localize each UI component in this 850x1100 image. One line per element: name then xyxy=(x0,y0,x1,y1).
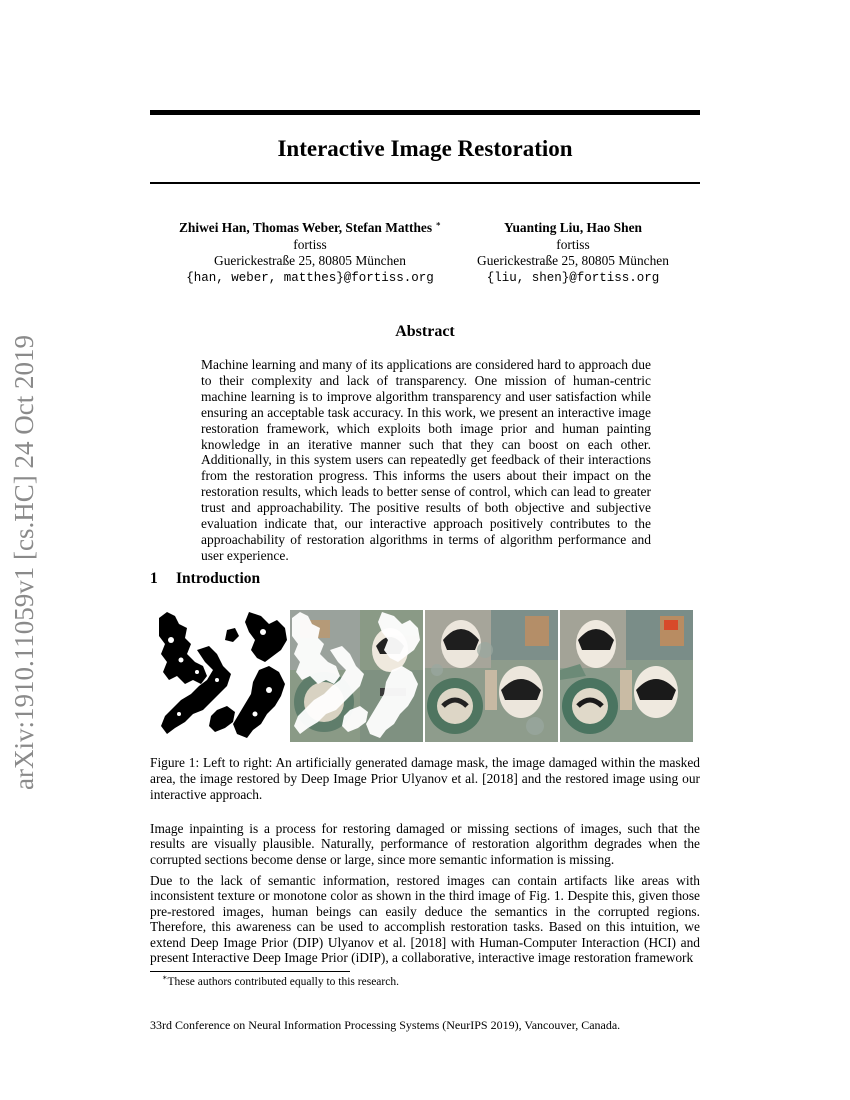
figure-panel-dip xyxy=(425,610,558,742)
author-affiliation: fortiss xyxy=(293,236,327,252)
author-address: Guerickestraße 25, 80805 München xyxy=(477,253,669,268)
damage-mask-image xyxy=(157,610,290,742)
arxiv-identifier-stamp: arXiv:1910.11059v1 [cs.HC] 24 Oct 2019 xyxy=(9,335,39,790)
interactive-restored-image xyxy=(560,610,693,742)
footnote-mark: ∗ xyxy=(162,973,168,983)
equal-contribution-mark: ∗ xyxy=(435,219,441,229)
title-top-rule xyxy=(150,110,700,115)
author-names: Yuanting Liu, Hao Shen xyxy=(504,220,642,235)
author-block-1 xyxy=(160,220,460,286)
author-email[interactable]: {han, weber, matthes}@fortiss.org xyxy=(186,270,434,285)
section-title: Introduction xyxy=(176,570,261,587)
conference-notice: 33rd Conference on Neural Information Processing Systems (NeurIPS 2019), Vancouver, Canada. xyxy=(150,1018,621,1032)
title-bottom-rule xyxy=(150,182,700,184)
dip-restored-image xyxy=(425,610,558,742)
abstract-heading: Abstract xyxy=(395,323,455,340)
footnote-rule xyxy=(150,971,350,972)
section-heading xyxy=(150,570,260,588)
figure-panel-interactive xyxy=(560,610,693,742)
figure-caption: Figure 1: Left to right: An artificially generated damage mask, the image damaged within the masked area, the image restored by Deep Image Prior Ulyanov et al. [2018] and the restored image using our interactive approach. xyxy=(150,755,700,802)
footnote-text: These authors contributed equally to this research. xyxy=(167,976,399,988)
author-names: Zhiwei Han, Thomas Weber, Stefan Matthes ∗ xyxy=(179,219,441,235)
figure-panel-damaged xyxy=(290,610,423,742)
paper-title: Interactive Image Restoration xyxy=(277,136,573,161)
abstract-text: Machine learning and many of its applications are considered hard to approach due to their complexity and lack of transparency. One mission of human-centric machine learning is to improve algorithm transparency and user satisfaction while ensuring an acceptable task accuracy. In this work, we present an interactive image restoration framework, which exploits both image prior and human painting knowledge in an iterative manner such that they can boost on each other. Additionally, in this system users can repeatedly get feedback of their interactions from the restoration progress. This informs the users about their impact on the restoration results, which leads to better sense of control, which can lead to greater trust and approachability. The positive results of both objective and subjective evaluation indicate that, our interactive approach positively contributes to the approachability of restoration algorithms in terms of algorithm performance and user experience. xyxy=(201,357,651,563)
author-affiliation: fortiss xyxy=(556,236,590,252)
body-paragraph: Due to the lack of semantic information, restored images can contain artifacts like areas with inconsistent texture or monotone color as shown in the third image of Fig. 1. Despite this, given those pre-restored images, human beings can easily deduce the semantics in the corrupted regions. Therefore, this awareness can be used to accomplish restoration tasks. Based on this intuition, we extend Deep Image Prior (DIP) Ulyanov et al. [2018] with Human-Computer Interaction (HCI) and present Interactive Deep Image Prior (iDIP), a collaborative, interactive image restoration framework xyxy=(150,873,700,966)
author-address: Guerickestraße 25, 80805 München xyxy=(214,253,406,268)
section-number: 1 xyxy=(150,570,158,587)
body-paragraph: Image inpainting is a process for restoring damaged or missing sections of images, such that the results are visually plausible. Naturally, performance of restoration algorithm degrades when the corrupted sections become dense or large, since more semantic information is missing. xyxy=(150,821,700,867)
footnote xyxy=(162,975,399,989)
damaged-image xyxy=(290,610,423,742)
figure-panel-mask xyxy=(157,610,290,742)
author-block-2 xyxy=(455,220,691,286)
author-email[interactable]: {liu, shen}@fortiss.org xyxy=(486,270,660,285)
